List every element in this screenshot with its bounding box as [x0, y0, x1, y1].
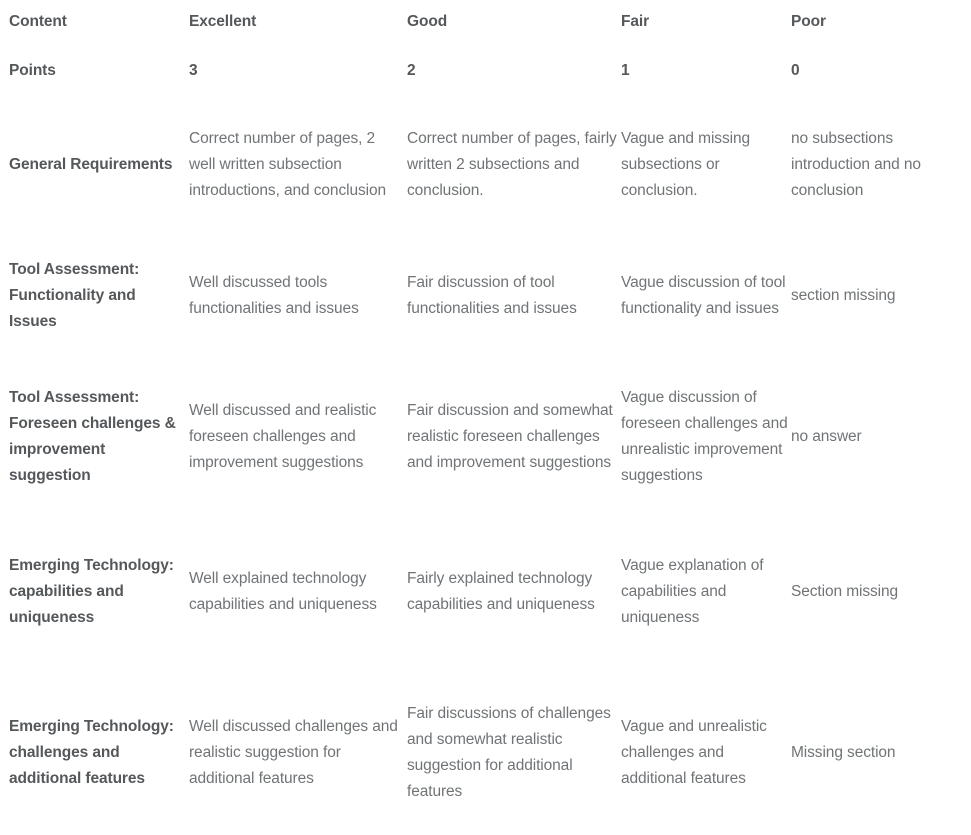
rubric-cell-fair: Vague explanation of capabilities and uniqueness [621, 557, 764, 626]
points-value-fair: 1 [621, 62, 630, 79]
column-header-good: Good [407, 13, 448, 30]
criterion-row-emerging-challenges [0, 670, 971, 835]
rubric-cell-good: Fair discussion and somewhat realistic foreseen challenges and improvement suggestions [407, 402, 613, 471]
column-header-poor: Poor [791, 13, 826, 30]
criterion-label: Emerging Technology: challenges and additional features [9, 717, 174, 787]
criterion-row-tool-foreseen-challenges [0, 360, 971, 514]
points-value-excellent: 3 [189, 62, 198, 79]
rubric-cell-excellent: Correct number of pages, 2 well written subsection introductions, and conclusion [189, 130, 387, 199]
rubric-cell-fair: Vague discussion of tool functionality and issues [621, 274, 786, 317]
rubric-cell-fair: Vague and unrealistic challenges and additional features [621, 717, 767, 787]
criterion-row-general-requirements [0, 98, 971, 232]
rubric-header-row [0, 0, 971, 44]
points-row [0, 44, 971, 98]
rubric-cell-poor: Section missing [791, 583, 899, 600]
criterion-row-tool-functionality [0, 232, 971, 360]
rubric-cell-excellent: Well discussed challenges and realistic suggestion for additional features [189, 717, 398, 787]
rubric-cell-excellent: Well discussed tools functionalities and issues [189, 274, 359, 317]
rubric-cell-poor: no answer [791, 428, 862, 445]
column-header-fair: Fair [621, 13, 650, 30]
rubric-cell-good: Fair discussion of tool functionalities and issues [407, 274, 577, 317]
rubric-cell-fair: Vague discussion of foreseen challenges and unrealistic improvement suggestions [621, 389, 788, 484]
criterion-label: Emerging Technology: capabilities and uniqueness [9, 557, 174, 626]
column-header-excellent: Excellent [189, 13, 257, 30]
rubric-cell-good: Fair discussions of challenges and somewhat realistic suggestion for additional features [407, 704, 611, 800]
criterion-label: Tool Assessment: Functionality and Issues [9, 261, 140, 330]
rubric-cell-poor: section missing [791, 287, 896, 304]
rubric-cell-fair: Vague and missing subsections or conclusion. [621, 130, 750, 199]
column-header-content: Content [9, 13, 67, 30]
rubric-cell-excellent: Well discussed and realistic foreseen challenges and improvement suggestions [189, 402, 377, 471]
rubric-cell-poor: no subsections introduction and no conclusion [791, 130, 921, 199]
criterion-row-emerging-capabilities [0, 514, 971, 670]
rubric-cell-poor: Missing section [791, 743, 896, 761]
criterion-label: General Requirements [9, 156, 173, 173]
points-row-label: Points [9, 62, 56, 79]
rubric-cell-excellent: Well explained technology capabilities and uniqueness [189, 570, 377, 613]
points-value-good: 2 [407, 62, 416, 79]
criterion-label: Tool Assessment: Foreseen challenges & improvement suggestion [9, 389, 176, 484]
rubric-cell-good: Correct number of pages, fairly written 2 subsections and conclusion. [407, 130, 617, 199]
points-value-poor: 0 [791, 62, 800, 79]
rubric-cell-good: Fairly explained technology capabilities and uniqueness [407, 570, 595, 613]
